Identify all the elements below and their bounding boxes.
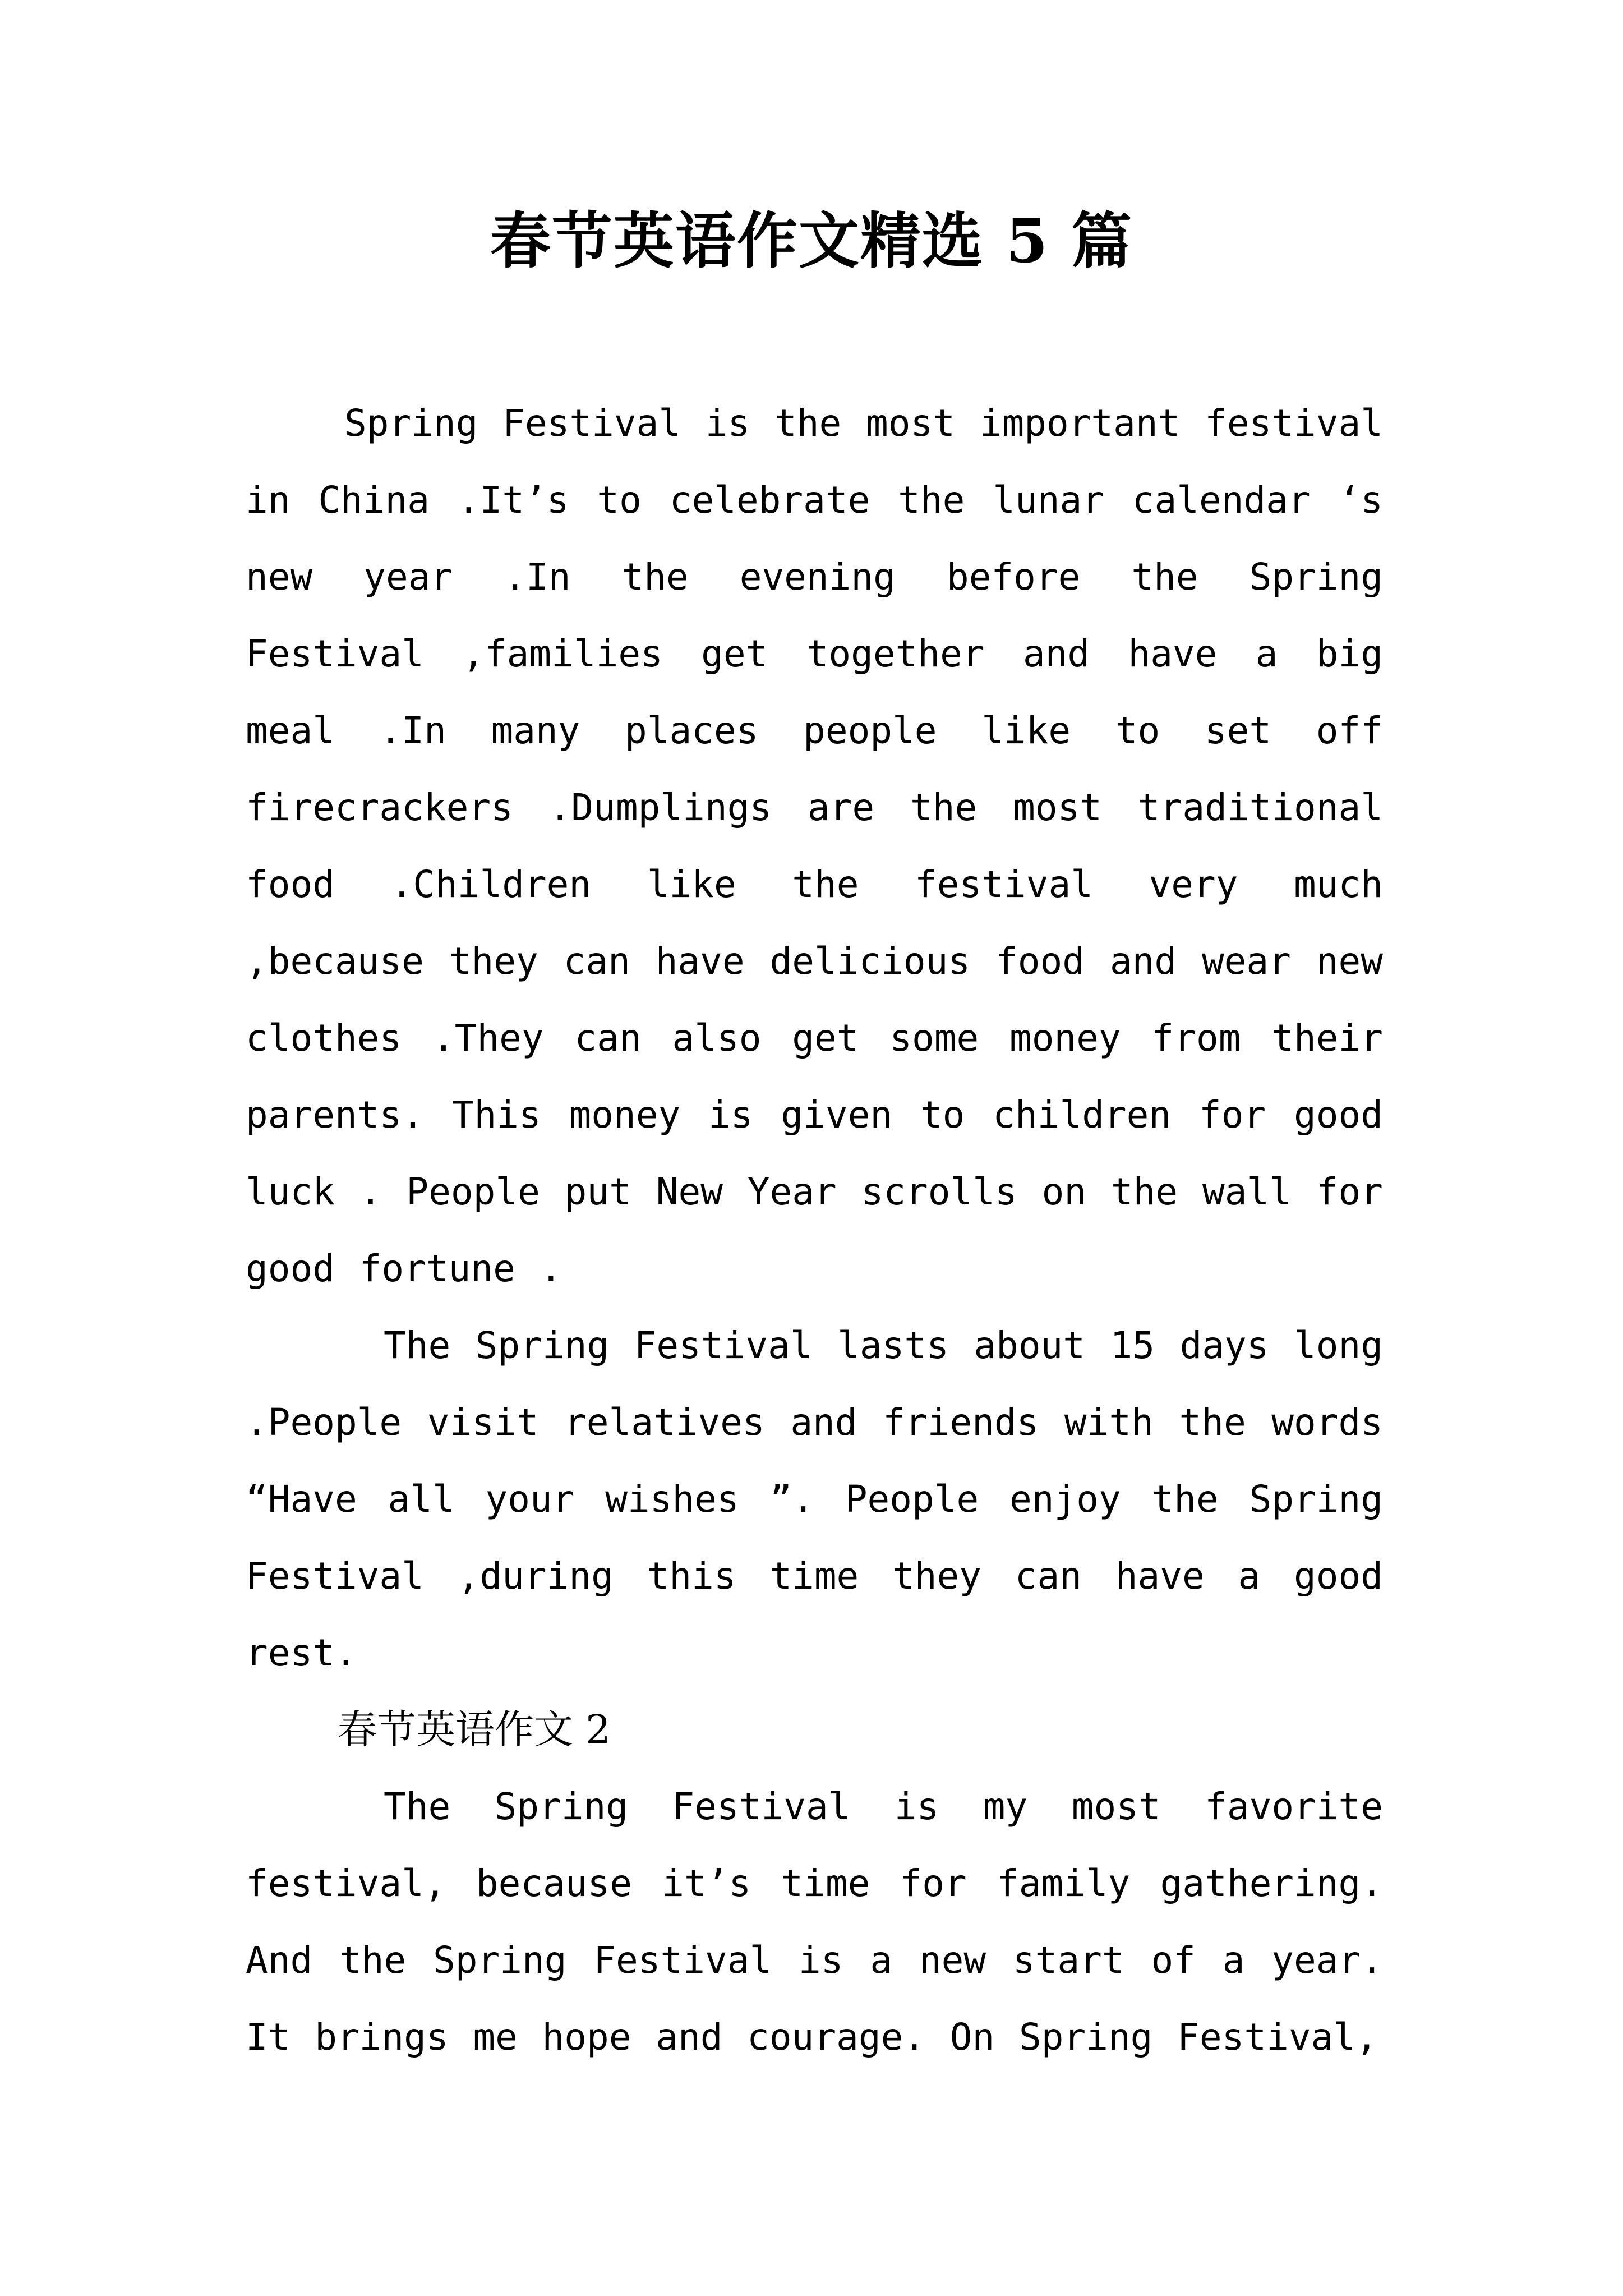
document-body <box>246 385 1383 2076</box>
section-heading: 春节英语作文 2 <box>338 1706 611 1752</box>
paragraph-2: The Spring Festival lasts about 15 days long .People visit relatives and friends with the words “Have all your wishes ”. People enjoy the Spring Festival ,during this time they can have a good rest. <box>246 1324 1383 1674</box>
paragraph-3: The Spring Festival is my most favorite festival, because it’s time for family gathering. And the Spring Festival is a new start of a year. It brings me hope and courage. On Spring Festival, <box>246 1785 1383 2059</box>
document-title: 春节英语作文精选 5 篇 <box>490 206 1133 277</box>
paragraph-1: Spring Festival is the most important festival in China .It’s to celebrate the lunar calendar ‘s new year .In the evening before the Spring Festival ,families get together and have a big meal .In many places people like to set off firecrackers .Dumplings are the most traditional food .Children like the festival very much ,because they can have delicious food and wear new clothes .They can also get some money from their parents. This money is given to children for good luck . People put New Year scrolls on the wall for good fortune . <box>246 402 1383 1290</box>
